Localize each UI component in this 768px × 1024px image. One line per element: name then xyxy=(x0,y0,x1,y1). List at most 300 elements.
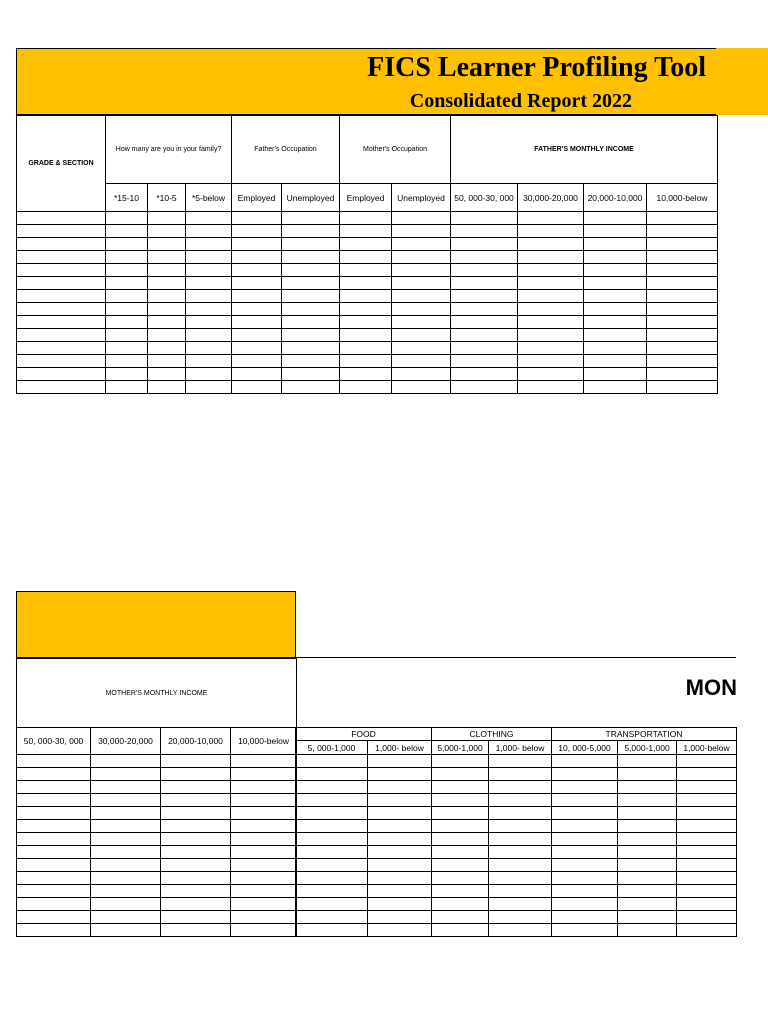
table-cell[interactable] xyxy=(17,768,91,781)
table-cell[interactable] xyxy=(432,820,489,833)
table-cell[interactable] xyxy=(17,303,106,316)
table-cell[interactable] xyxy=(161,859,231,872)
table-cell[interactable] xyxy=(282,225,340,238)
table-cell[interactable] xyxy=(518,225,584,238)
table-cell[interactable] xyxy=(518,329,584,342)
table-cell[interactable] xyxy=(296,833,368,846)
table-cell[interactable] xyxy=(161,911,231,924)
table-cell[interactable] xyxy=(618,833,677,846)
table-cell[interactable] xyxy=(17,898,91,911)
table-cell[interactable] xyxy=(17,225,106,238)
table-cell[interactable] xyxy=(232,355,282,368)
table-cell[interactable] xyxy=(282,290,340,303)
table-cell[interactable] xyxy=(518,290,584,303)
table-cell[interactable] xyxy=(584,212,647,225)
table-cell[interactable] xyxy=(618,859,677,872)
table-cell[interactable] xyxy=(552,872,618,885)
table-cell[interactable] xyxy=(677,807,737,820)
table-cell[interactable] xyxy=(161,781,231,794)
table-cell[interactable] xyxy=(677,768,737,781)
table-cell[interactable] xyxy=(451,355,518,368)
table-cell[interactable] xyxy=(432,898,489,911)
table-cell[interactable] xyxy=(91,755,161,768)
table-cell[interactable] xyxy=(432,781,489,794)
table-cell[interactable] xyxy=(161,885,231,898)
table-cell[interactable] xyxy=(148,316,186,329)
table-cell[interactable] xyxy=(91,898,161,911)
table-cell[interactable] xyxy=(231,846,297,859)
table-cell[interactable] xyxy=(451,329,518,342)
table-cell[interactable] xyxy=(392,303,451,316)
table-cell[interactable] xyxy=(677,898,737,911)
table-cell[interactable] xyxy=(282,329,340,342)
table-cell[interactable] xyxy=(282,342,340,355)
table-cell[interactable] xyxy=(17,807,91,820)
table-cell[interactable] xyxy=(231,807,297,820)
table-cell[interactable] xyxy=(232,264,282,277)
table-cell[interactable] xyxy=(91,885,161,898)
table-cell[interactable] xyxy=(368,833,432,846)
table-cell[interactable] xyxy=(451,277,518,290)
table-cell[interactable] xyxy=(451,381,518,394)
table-cell[interactable] xyxy=(296,859,368,872)
table-cell[interactable] xyxy=(106,329,148,342)
table-cell[interactable] xyxy=(296,755,368,768)
table-cell[interactable] xyxy=(432,924,489,937)
table-cell[interactable] xyxy=(106,316,148,329)
table-cell[interactable] xyxy=(677,859,737,872)
table-cell[interactable] xyxy=(17,368,106,381)
table-cell[interactable] xyxy=(340,212,392,225)
table-cell[interactable] xyxy=(432,911,489,924)
table-cell[interactable] xyxy=(432,807,489,820)
table-cell[interactable] xyxy=(17,872,91,885)
table-cell[interactable] xyxy=(489,898,552,911)
table-cell[interactable] xyxy=(231,833,297,846)
table-cell[interactable] xyxy=(186,355,232,368)
table-cell[interactable] xyxy=(232,212,282,225)
table-cell[interactable] xyxy=(106,381,148,394)
table-cell[interactable] xyxy=(584,238,647,251)
table-cell[interactable] xyxy=(340,225,392,238)
table-cell[interactable] xyxy=(489,885,552,898)
table-cell[interactable] xyxy=(161,872,231,885)
table-cell[interactable] xyxy=(148,264,186,277)
table-cell[interactable] xyxy=(552,833,618,846)
table-cell[interactable] xyxy=(340,381,392,394)
table-cell[interactable] xyxy=(231,911,297,924)
table-cell[interactable] xyxy=(677,846,737,859)
table-cell[interactable] xyxy=(232,303,282,316)
table-cell[interactable] xyxy=(186,303,232,316)
table-cell[interactable] xyxy=(489,911,552,924)
table-cell[interactable] xyxy=(148,329,186,342)
table-cell[interactable] xyxy=(186,342,232,355)
table-cell[interactable] xyxy=(17,885,91,898)
table-cell[interactable] xyxy=(618,911,677,924)
table-cell[interactable] xyxy=(106,238,148,251)
table-cell[interactable] xyxy=(677,911,737,924)
table-cell[interactable] xyxy=(677,924,737,937)
table-cell[interactable] xyxy=(161,846,231,859)
table-cell[interactable] xyxy=(106,277,148,290)
table-cell[interactable] xyxy=(232,342,282,355)
table-cell[interactable] xyxy=(148,303,186,316)
table-cell[interactable] xyxy=(232,381,282,394)
table-cell[interactable] xyxy=(17,381,106,394)
table-cell[interactable] xyxy=(161,820,231,833)
table-cell[interactable] xyxy=(148,212,186,225)
table-cell[interactable] xyxy=(552,755,618,768)
table-cell[interactable] xyxy=(618,781,677,794)
table-cell[interactable] xyxy=(368,755,432,768)
table-cell[interactable] xyxy=(368,820,432,833)
table-cell[interactable] xyxy=(618,846,677,859)
table-cell[interactable] xyxy=(106,342,148,355)
table-cell[interactable] xyxy=(518,251,584,264)
table-cell[interactable] xyxy=(340,355,392,368)
table-cell[interactable] xyxy=(489,807,552,820)
table-cell[interactable] xyxy=(340,290,392,303)
table-cell[interactable] xyxy=(677,755,737,768)
table-cell[interactable] xyxy=(340,303,392,316)
table-cell[interactable] xyxy=(451,251,518,264)
table-cell[interactable] xyxy=(647,303,718,316)
table-cell[interactable] xyxy=(232,329,282,342)
table-cell[interactable] xyxy=(647,264,718,277)
table-cell[interactable] xyxy=(584,277,647,290)
table-cell[interactable] xyxy=(17,794,91,807)
table-cell[interactable] xyxy=(231,885,297,898)
table-cell[interactable] xyxy=(231,820,297,833)
table-cell[interactable] xyxy=(647,290,718,303)
table-cell[interactable] xyxy=(296,768,368,781)
table-cell[interactable] xyxy=(186,212,232,225)
table-cell[interactable] xyxy=(647,251,718,264)
table-cell[interactable] xyxy=(296,924,368,937)
table-cell[interactable] xyxy=(489,768,552,781)
table-cell[interactable] xyxy=(148,225,186,238)
table-cell[interactable] xyxy=(618,820,677,833)
table-cell[interactable] xyxy=(340,238,392,251)
table-cell[interactable] xyxy=(231,755,297,768)
table-cell[interactable] xyxy=(518,277,584,290)
table-cell[interactable] xyxy=(340,368,392,381)
table-cell[interactable] xyxy=(17,911,91,924)
table-cell[interactable] xyxy=(677,781,737,794)
table-cell[interactable] xyxy=(17,833,91,846)
table-cell[interactable] xyxy=(186,316,232,329)
table-cell[interactable] xyxy=(231,781,297,794)
table-cell[interactable] xyxy=(618,755,677,768)
table-cell[interactable] xyxy=(91,820,161,833)
table-cell[interactable] xyxy=(451,212,518,225)
table-cell[interactable] xyxy=(231,794,297,807)
table-cell[interactable] xyxy=(340,342,392,355)
table-cell[interactable] xyxy=(296,807,368,820)
table-cell[interactable] xyxy=(232,251,282,264)
table-cell[interactable] xyxy=(106,264,148,277)
table-cell[interactable] xyxy=(186,368,232,381)
table-cell[interactable] xyxy=(282,368,340,381)
table-cell[interactable] xyxy=(368,885,432,898)
table-cell[interactable] xyxy=(106,290,148,303)
table-cell[interactable] xyxy=(584,316,647,329)
table-cell[interactable] xyxy=(17,342,106,355)
table-cell[interactable] xyxy=(432,885,489,898)
table-cell[interactable] xyxy=(584,251,647,264)
table-cell[interactable] xyxy=(432,859,489,872)
table-cell[interactable] xyxy=(340,251,392,264)
table-cell[interactable] xyxy=(17,290,106,303)
table-cell[interactable] xyxy=(647,368,718,381)
table-cell[interactable] xyxy=(282,238,340,251)
table-cell[interactable] xyxy=(392,238,451,251)
table-cell[interactable] xyxy=(677,833,737,846)
table-cell[interactable] xyxy=(451,264,518,277)
table-cell[interactable] xyxy=(17,846,91,859)
table-cell[interactable] xyxy=(392,316,451,329)
table-cell[interactable] xyxy=(451,316,518,329)
table-cell[interactable] xyxy=(618,924,677,937)
table-cell[interactable] xyxy=(91,794,161,807)
table-cell[interactable] xyxy=(296,820,368,833)
table-cell[interactable] xyxy=(161,924,231,937)
table-cell[interactable] xyxy=(17,859,91,872)
table-cell[interactable] xyxy=(91,781,161,794)
table-cell[interactable] xyxy=(231,768,297,781)
table-cell[interactable] xyxy=(518,316,584,329)
table-cell[interactable] xyxy=(340,329,392,342)
table-cell[interactable] xyxy=(282,355,340,368)
table-cell[interactable] xyxy=(186,381,232,394)
table-cell[interactable] xyxy=(17,355,106,368)
table-cell[interactable] xyxy=(161,898,231,911)
table-cell[interactable] xyxy=(584,290,647,303)
table-cell[interactable] xyxy=(451,368,518,381)
table-cell[interactable] xyxy=(91,924,161,937)
table-cell[interactable] xyxy=(489,846,552,859)
table-cell[interactable] xyxy=(368,781,432,794)
table-cell[interactable] xyxy=(518,264,584,277)
table-cell[interactable] xyxy=(647,342,718,355)
table-cell[interactable] xyxy=(618,885,677,898)
table-cell[interactable] xyxy=(584,303,647,316)
table-cell[interactable] xyxy=(106,355,148,368)
table-cell[interactable] xyxy=(232,290,282,303)
table-cell[interactable] xyxy=(584,381,647,394)
table-cell[interactable] xyxy=(432,846,489,859)
table-cell[interactable] xyxy=(296,885,368,898)
table-cell[interactable] xyxy=(618,872,677,885)
table-cell[interactable] xyxy=(340,316,392,329)
table-cell[interactable] xyxy=(392,355,451,368)
table-cell[interactable] xyxy=(282,303,340,316)
table-cell[interactable] xyxy=(368,859,432,872)
table-cell[interactable] xyxy=(232,277,282,290)
table-cell[interactable] xyxy=(392,290,451,303)
table-cell[interactable] xyxy=(677,820,737,833)
table-cell[interactable] xyxy=(17,212,106,225)
table-cell[interactable] xyxy=(647,238,718,251)
table-cell[interactable] xyxy=(106,212,148,225)
table-cell[interactable] xyxy=(677,872,737,885)
table-cell[interactable] xyxy=(106,225,148,238)
table-cell[interactable] xyxy=(161,755,231,768)
table-cell[interactable] xyxy=(232,316,282,329)
table-cell[interactable] xyxy=(647,329,718,342)
table-cell[interactable] xyxy=(282,316,340,329)
table-cell[interactable] xyxy=(618,898,677,911)
table-cell[interactable] xyxy=(392,264,451,277)
table-cell[interactable] xyxy=(282,251,340,264)
table-cell[interactable] xyxy=(392,381,451,394)
table-cell[interactable] xyxy=(552,885,618,898)
table-cell[interactable] xyxy=(148,355,186,368)
table-cell[interactable] xyxy=(392,251,451,264)
table-cell[interactable] xyxy=(618,794,677,807)
table-cell[interactable] xyxy=(17,820,91,833)
table-cell[interactable] xyxy=(489,820,552,833)
table-cell[interactable] xyxy=(17,781,91,794)
table-cell[interactable] xyxy=(451,238,518,251)
table-cell[interactable] xyxy=(186,329,232,342)
table-cell[interactable] xyxy=(392,368,451,381)
table-cell[interactable] xyxy=(647,277,718,290)
table-cell[interactable] xyxy=(489,781,552,794)
table-cell[interactable] xyxy=(17,924,91,937)
table-cell[interactable] xyxy=(17,316,106,329)
table-cell[interactable] xyxy=(186,251,232,264)
table-cell[interactable] xyxy=(677,885,737,898)
table-cell[interactable] xyxy=(392,277,451,290)
table-cell[interactable] xyxy=(368,794,432,807)
table-cell[interactable] xyxy=(489,859,552,872)
table-cell[interactable] xyxy=(451,225,518,238)
table-cell[interactable] xyxy=(451,303,518,316)
table-cell[interactable] xyxy=(518,303,584,316)
table-cell[interactable] xyxy=(584,355,647,368)
table-cell[interactable] xyxy=(340,264,392,277)
table-cell[interactable] xyxy=(296,846,368,859)
table-cell[interactable] xyxy=(552,768,618,781)
table-cell[interactable] xyxy=(451,290,518,303)
table-cell[interactable] xyxy=(392,342,451,355)
table-cell[interactable] xyxy=(296,872,368,885)
table-cell[interactable] xyxy=(232,225,282,238)
table-cell[interactable] xyxy=(552,924,618,937)
table-cell[interactable] xyxy=(186,238,232,251)
table-cell[interactable] xyxy=(148,277,186,290)
table-cell[interactable] xyxy=(296,781,368,794)
table-cell[interactable] xyxy=(518,381,584,394)
table-cell[interactable] xyxy=(17,755,91,768)
table-cell[interactable] xyxy=(17,329,106,342)
table-cell[interactable] xyxy=(584,225,647,238)
table-cell[interactable] xyxy=(677,794,737,807)
table-cell[interactable] xyxy=(368,768,432,781)
table-cell[interactable] xyxy=(618,807,677,820)
table-cell[interactable] xyxy=(17,251,106,264)
table-cell[interactable] xyxy=(91,846,161,859)
table-cell[interactable] xyxy=(296,911,368,924)
table-cell[interactable] xyxy=(282,212,340,225)
table-cell[interactable] xyxy=(282,277,340,290)
table-cell[interactable] xyxy=(392,329,451,342)
table-cell[interactable] xyxy=(17,238,106,251)
table-cell[interactable] xyxy=(232,368,282,381)
table-cell[interactable] xyxy=(282,381,340,394)
table-cell[interactable] xyxy=(340,277,392,290)
table-cell[interactable] xyxy=(148,342,186,355)
table-cell[interactable] xyxy=(106,368,148,381)
table-cell[interactable] xyxy=(552,807,618,820)
table-cell[interactable] xyxy=(232,238,282,251)
table-cell[interactable] xyxy=(368,898,432,911)
table-cell[interactable] xyxy=(231,872,297,885)
table-cell[interactable] xyxy=(91,872,161,885)
table-cell[interactable] xyxy=(647,225,718,238)
table-cell[interactable] xyxy=(518,342,584,355)
table-cell[interactable] xyxy=(161,768,231,781)
table-cell[interactable] xyxy=(161,833,231,846)
table-cell[interactable] xyxy=(552,820,618,833)
table-cell[interactable] xyxy=(148,368,186,381)
table-cell[interactable] xyxy=(186,290,232,303)
table-cell[interactable] xyxy=(518,212,584,225)
table-cell[interactable] xyxy=(91,807,161,820)
table-cell[interactable] xyxy=(552,794,618,807)
table-cell[interactable] xyxy=(368,911,432,924)
table-cell[interactable] xyxy=(489,872,552,885)
table-cell[interactable] xyxy=(368,846,432,859)
table-cell[interactable] xyxy=(148,290,186,303)
table-cell[interactable] xyxy=(296,794,368,807)
table-cell[interactable] xyxy=(518,368,584,381)
table-cell[interactable] xyxy=(584,329,647,342)
table-cell[interactable] xyxy=(432,768,489,781)
table-cell[interactable] xyxy=(552,911,618,924)
table-cell[interactable] xyxy=(432,794,489,807)
table-cell[interactable] xyxy=(618,768,677,781)
table-cell[interactable] xyxy=(518,355,584,368)
table-cell[interactable] xyxy=(518,238,584,251)
table-cell[interactable] xyxy=(489,833,552,846)
table-cell[interactable] xyxy=(647,381,718,394)
table-cell[interactable] xyxy=(186,277,232,290)
table-cell[interactable] xyxy=(91,768,161,781)
table-cell[interactable] xyxy=(432,755,489,768)
table-cell[interactable] xyxy=(392,212,451,225)
table-cell[interactable] xyxy=(106,303,148,316)
table-cell[interactable] xyxy=(148,238,186,251)
table-cell[interactable] xyxy=(392,225,451,238)
table-cell[interactable] xyxy=(584,368,647,381)
table-cell[interactable] xyxy=(91,833,161,846)
table-cell[interactable] xyxy=(584,342,647,355)
table-cell[interactable] xyxy=(17,277,106,290)
table-cell[interactable] xyxy=(368,872,432,885)
table-cell[interactable] xyxy=(368,924,432,937)
table-cell[interactable] xyxy=(296,898,368,911)
table-cell[interactable] xyxy=(161,794,231,807)
table-cell[interactable] xyxy=(552,898,618,911)
table-cell[interactable] xyxy=(552,859,618,872)
table-cell[interactable] xyxy=(148,381,186,394)
table-cell[interactable] xyxy=(106,251,148,264)
table-cell[interactable] xyxy=(489,794,552,807)
table-cell[interactable] xyxy=(231,924,297,937)
